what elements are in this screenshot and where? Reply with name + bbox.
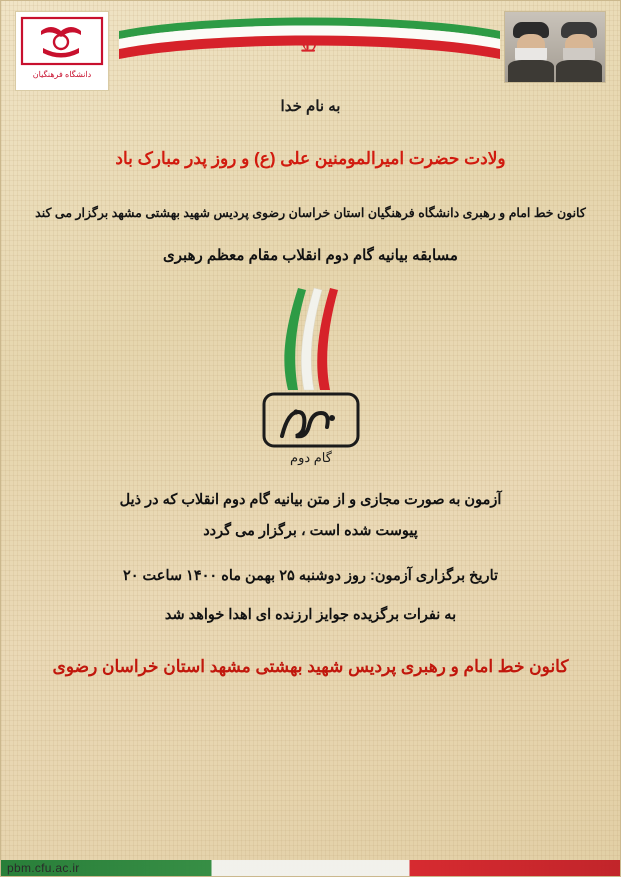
- footer-flag-strip: [1, 860, 620, 876]
- poster-body: [1, 485, 620, 631]
- emblem-label: گام دوم: [289, 450, 332, 465]
- emblem-container: [1, 286, 620, 471]
- exam-date-line: تاریخ برگزاری آزمون: روز دوشنبه ۲۵ بهمن ماه ۱۴۰۰ ساعت ۲۰: [122, 568, 499, 584]
- flag-ribbon: [119, 15, 500, 77]
- iran-flag-icon: [119, 15, 500, 77]
- body-line-2: پیوست شده است ، برگزار می گردد: [203, 523, 418, 539]
- svg-text:دانشگاه فرهنگیان: دانشگاه فرهنگیان: [32, 70, 92, 79]
- poster-footer: [1, 842, 620, 876]
- leader-portrait-khomeini: [555, 18, 603, 82]
- congratulation-text: ولادت حضرت امیرالمومنین علی (ع) و روز پدر مبارک باد: [115, 149, 506, 168]
- prize-line: به نفرات برگزیده جوایز ارزنده ای اهدا خواهد شد: [164, 607, 457, 623]
- footer-url: pbm.cfu.ac.ir: [7, 861, 80, 875]
- university-logo: [15, 11, 109, 91]
- gam-e-dovvom-emblem-icon: [236, 286, 386, 471]
- poster-header: [1, 1, 620, 91]
- contest-title: مسابقه بیانیه گام دوم انقلاب مقام معظم رهبری: [163, 247, 458, 264]
- leader-portrait-khamenei: [507, 18, 555, 82]
- university-logo-icon: [19, 15, 105, 87]
- body-line-1: آزمون به صورت مجازی و از متن بیانیه گام دوم انقلاب که در ذیل: [119, 492, 502, 508]
- leaders-photo: [504, 11, 606, 83]
- bismillah-text: به نام خدا: [280, 98, 341, 115]
- signature-text: کانون خط امام و رهبری پردیس شهید بهشتی مشهد استان خراسان رضوی: [52, 657, 569, 676]
- organizer-text: کانون خط امام و رهبری دانشگاه فرهنگیان استان خراسان رضوی پردیس شهید بهشتی مشهد برگزار می کند: [35, 206, 586, 220]
